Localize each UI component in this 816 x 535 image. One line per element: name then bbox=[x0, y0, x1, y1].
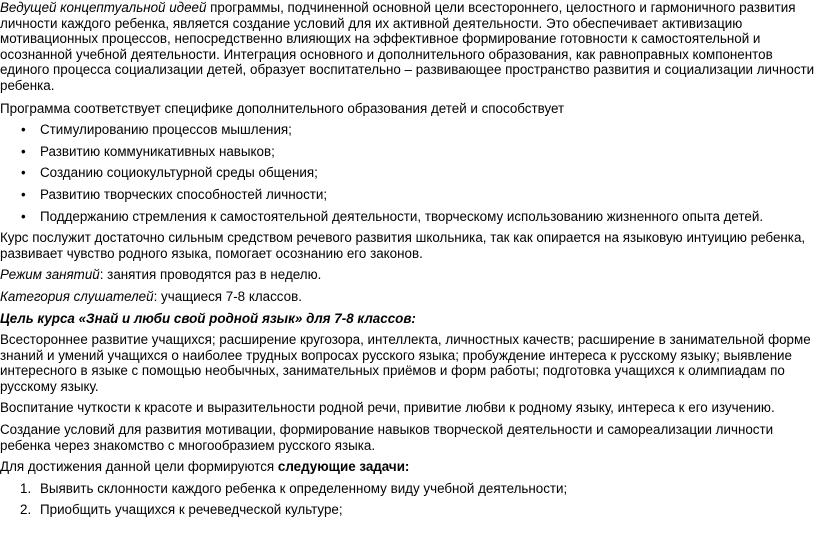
bullet-text: Поддержанию стремления к самостоятельной деятельности, творческому использованию жизненного опыта детей. bbox=[40, 208, 764, 224]
task-item bbox=[0, 502, 816, 518]
bullet-glyph: • bbox=[21, 165, 26, 181]
task-item bbox=[0, 481, 816, 497]
bullet-glyph: • bbox=[21, 122, 26, 138]
bullet-item bbox=[0, 122, 816, 138]
audience-text: : учащиеся 7-8 классов. bbox=[153, 288, 302, 304]
task-number: 1. bbox=[20, 480, 32, 496]
audience-label: Категория слушателей bbox=[0, 288, 154, 304]
tasks-list bbox=[0, 481, 816, 518]
goal-heading: Цель курса «Знай и люби свой родной язык» для 7-8 классов: bbox=[0, 310, 416, 326]
intro-italic-lead: Ведущей концептуальной идеей bbox=[0, 0, 207, 15]
bullet-item bbox=[0, 209, 816, 225]
goal-paragraph: Всестороннее развитие учащихся; расширение кругозора, интеллекта, личностных качеств; расширение в занимательной форме знаний и умений учащихся о наиболее трудных вопросах русского языка; пробуждение интереса к русскому языку; выявление интересного в языке с помощью необычных, занимательных приёмов и форм работы; подготовка учащихся к олимпиадам по русскому языку. bbox=[0, 332, 811, 394]
bullet-item bbox=[0, 187, 816, 203]
intro-text: программы, подчиненной основной цели всестороннего, целостного и гармоничного развития личности каждого ребенка, является создание условий для их активной деятельности. Это обеспечивает активизацию мотивационных процессов, непосредственно влияющих на эффективное формирование готовности к самостоятельной и осознанной учебной деятельности. Интеграция основного и дополнительного образования, как равноправных компонентов единого процесса социализации детей, образует воспитательно – развивающее пространство развития и социализации личности ребенка. bbox=[0, 0, 815, 93]
task-text: Приобщить учащихся к речеведческой культуре; bbox=[40, 502, 343, 518]
bullet-glyph: • bbox=[21, 186, 26, 202]
audience-paragraph bbox=[0, 289, 816, 305]
tasks-lead-text: Для достижения данной цели формируются bbox=[0, 459, 278, 475]
bullet-text: Развитию творческих способностей личности; bbox=[40, 186, 328, 202]
program-lead-paragraph: Программа соответствует специфике дополнительного образования детей и способствует bbox=[0, 100, 565, 116]
bullet-list bbox=[0, 122, 816, 224]
goal-paragraph: Создание условий для развития мотивации, формирование навыков творческой деятельности и самореализации личности ребенка через знакомство с многообразием русского языка. bbox=[0, 422, 774, 453]
goal-paragraph: Воспитание чуткости к красоте и выразительности родной речи, привитие любви к родному языку, интереса к его изучению. bbox=[0, 400, 775, 416]
bullet-item bbox=[0, 165, 816, 181]
course-paragraph: Курс послужит достаточно сильным средством речевого развития школьника, так как опирается на языковую интуицию ребенка, развивает чувство родного языка, помогает осознанию его законов. bbox=[0, 230, 806, 261]
bullet-text: Созданию социокультурной среды общения; bbox=[40, 165, 318, 181]
bullet-glyph: • bbox=[21, 208, 26, 224]
bullet-text: Стимулированию процессов мышления; bbox=[40, 122, 292, 138]
tasks-lead-paragraph bbox=[0, 459, 816, 475]
tasks-lead-bold: следующие задачи: bbox=[277, 459, 410, 475]
bullet-glyph: • bbox=[21, 143, 26, 159]
schedule-label: Режим занятий bbox=[0, 267, 100, 283]
task-text: Выявить склонности каждого ребенка к определенному виду учебной деятельности; bbox=[40, 480, 568, 496]
schedule-paragraph bbox=[0, 267, 816, 283]
bullet-item bbox=[0, 144, 816, 160]
intro-paragraph bbox=[0, 0, 816, 94]
bullet-text: Развитию коммуникативных навыков; bbox=[40, 143, 275, 159]
schedule-text: : занятия проводятся раз в неделю. bbox=[99, 267, 322, 283]
task-number: 2. bbox=[20, 502, 32, 518]
